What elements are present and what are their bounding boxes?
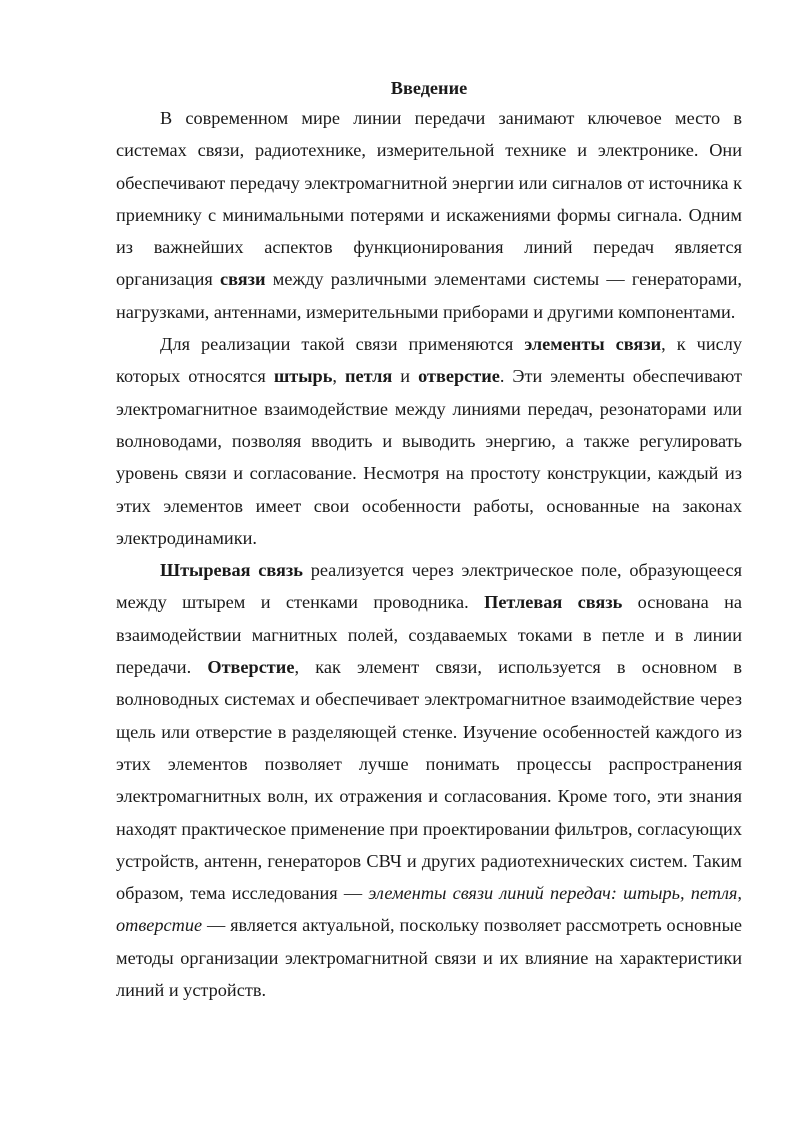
paragraph-2 <box>116 328 742 554</box>
paragraph-1 <box>116 102 742 328</box>
paragraph-3-text-3: , как элемент связи, используется в основном в волноводных системах и обеспечивает электромагнитное взаимодействие через щель или отверстие в разделяющей стенке. Изучение особенностей каждого из этих элементов позволяет лучше понимать процессы распространения электромагнитных волн, их отражения и согласования. Кроме того, эти знания находят практическое применение при проектировании фильтров, согласующих устройств, антенн, генераторов СВЧ и других радиотехнических систем. Таким образом, тема исследования — <box>116 657 742 904</box>
paragraph-3-text-2: основана на взаимодействии магнитных полей, создаваемых токами в петле и в линии передачи. <box>116 592 743 678</box>
paragraph-3-text-1: реализуется через электрическое поле, образующееся между штырем и стенками проводника. <box>116 560 742 613</box>
paragraph-2-text-1: Для реализации такой связи применяются <box>160 334 525 355</box>
paragraph-3-emphasis-shtyrevaya: Штыревая связь <box>160 560 303 581</box>
paragraph-2-text-2: , к числу которых относятся <box>116 334 742 387</box>
paragraph-2-emphasis-elements: элементы связи <box>524 334 662 355</box>
paragraph-1-emphasis-svyazi: связи <box>220 269 266 290</box>
document-body <box>116 74 742 1006</box>
paragraph-1-text-1: В современном мире линии передачи занимают ключевое место в системах связи, радиотехнике, измерительной технике и электронике. Они обеспечивают передачу электромагнитной энергии или сигналов от источника к приемнику с минимальными потерями и искажениями формы сигнала. Одним из важнейших аспектов функционирования линий передач является организация <box>116 108 742 290</box>
paragraph-1-text-2: между различными элементами системы — генераторами, нагрузками, антеннами, измерительными приборами и другими компонентами. <box>116 269 742 322</box>
paragraph-3 <box>116 554 742 1006</box>
paragraph-2-text-4: и <box>392 366 419 387</box>
paragraph-2-text-3: , <box>332 366 345 387</box>
paragraph-3-emphasis-otverstie: Отверстие <box>207 657 295 678</box>
page-title: Введение <box>390 78 468 98</box>
paragraph-3-emphasis-petlevaya: Петлевая связь <box>484 592 623 613</box>
paragraph-3-topic-italic: элементы связи линий передач: штырь, петля, отверстие <box>116 883 742 936</box>
paragraph-2-text-5: . Эти элементы обеспечивают электромагнитное взаимодействие между линиями передач, резонаторами или волноводами, позволяя вводить и выводить энергию, а также регулировать уровень связи и согласование. Несмотря на простоту конструкции, каждый из этих элементов имеет свои особенности работы, основанные на законах электродинамики. <box>116 366 742 548</box>
paragraph-2-emphasis-petlya: петля <box>344 366 393 387</box>
paragraph-2-emphasis-otverstie: отверстие <box>418 366 500 387</box>
paragraph-2-emphasis-shtyr: штырь <box>273 366 333 387</box>
paragraph-3-text-4: — является актуальной, поскольку позволяет рассмотреть основные методы организации электромагнитной связи и их влияние на характеристики линий и устройств. <box>116 915 742 1001</box>
